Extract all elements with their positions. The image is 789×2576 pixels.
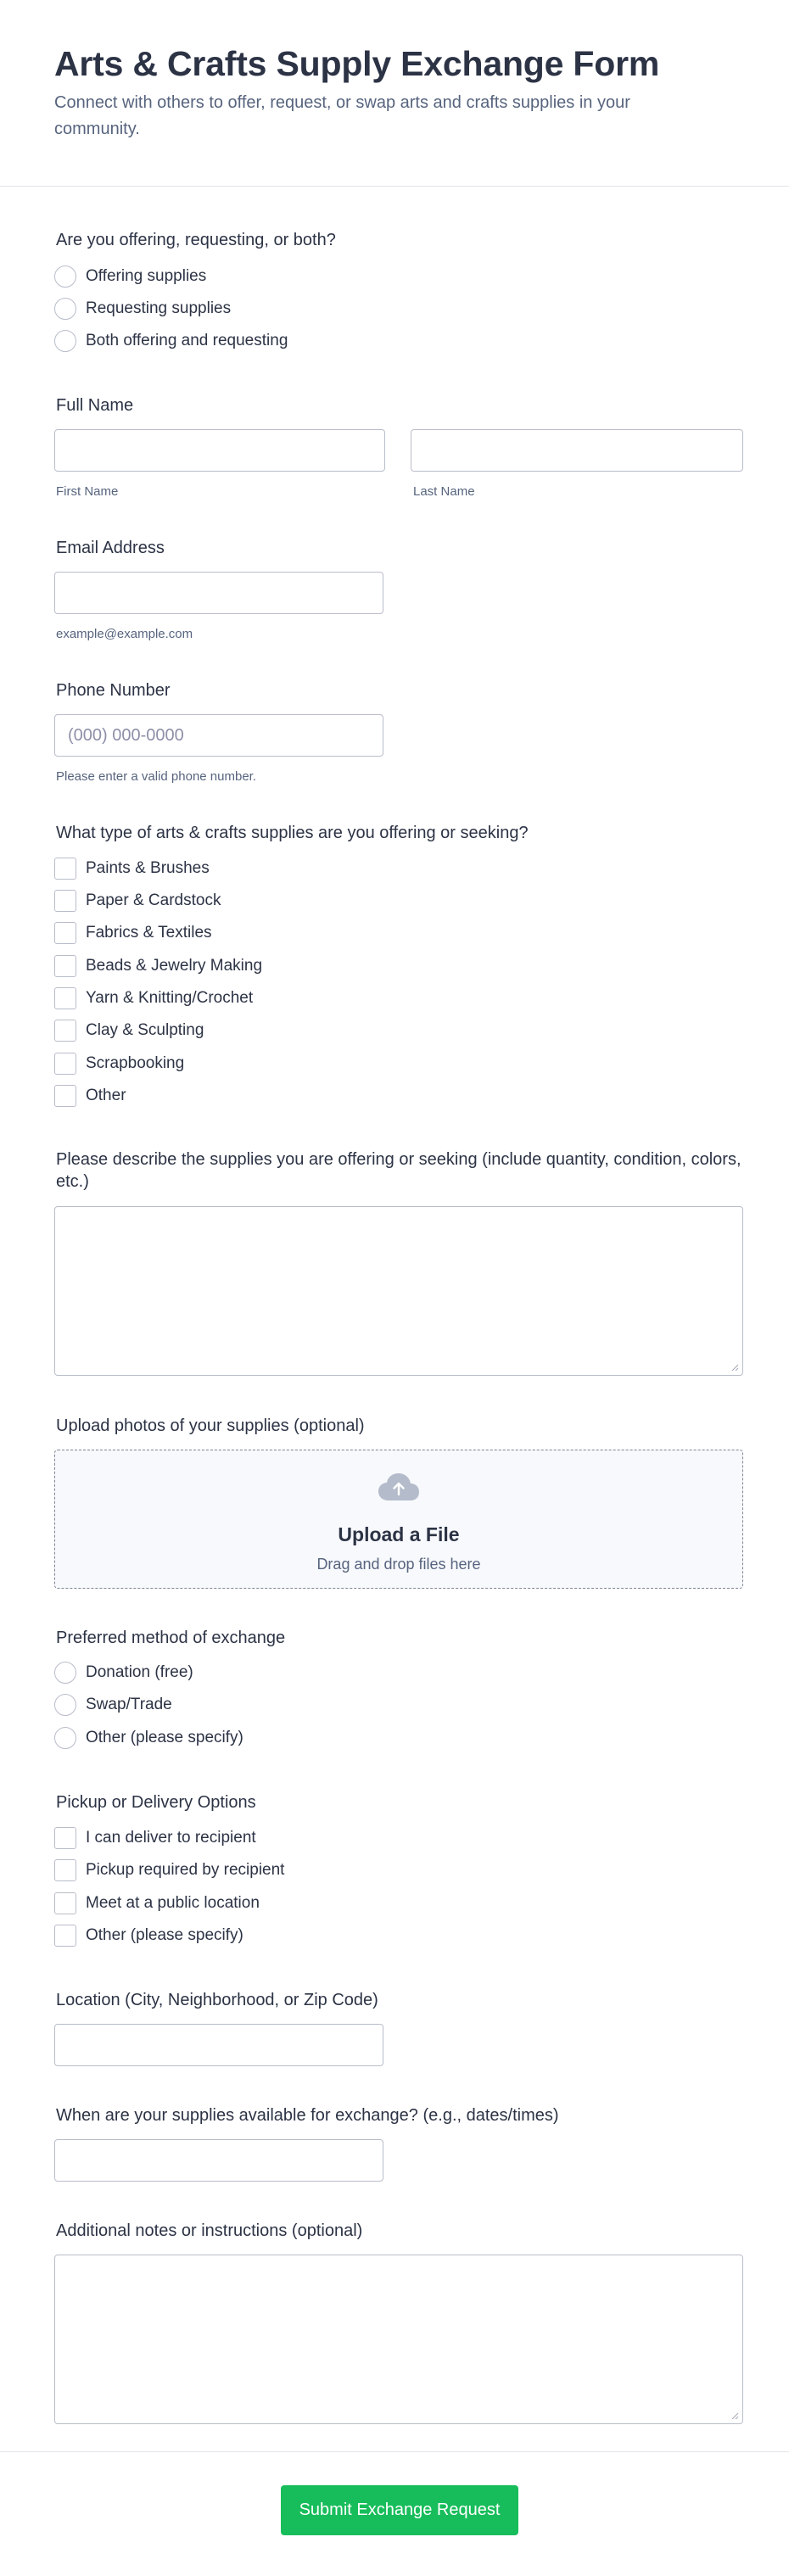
- role-option-both[interactable]: [54, 329, 288, 353]
- last-name-input[interactable]: [411, 429, 743, 472]
- pickup-label: Pickup or Delivery Options: [56, 1793, 256, 1812]
- upload-subtitle: Drag and drop files here: [316, 1556, 481, 1573]
- phone-sublabel: Please enter a valid phone number.: [56, 769, 256, 784]
- notes-textarea[interactable]: [54, 2255, 743, 2424]
- exchange-option-label: Other (please specify): [86, 1729, 243, 1746]
- description-label: Please describe the supplies you are offering or seeking (include quantity, condition, colors, etc.): [56, 1150, 741, 1191]
- supply-option-label: Paper & Cardstock: [86, 891, 221, 909]
- radio-button[interactable]: [54, 1694, 76, 1716]
- role-option-offering[interactable]: [54, 265, 206, 288]
- upload-title: Upload a File: [338, 1523, 460, 1545]
- checkbox[interactable]: [54, 987, 76, 1009]
- checkbox[interactable]: [54, 1020, 76, 1042]
- supply-types-label: What type of arts & crafts supplies are you offering or seeking?: [56, 824, 529, 842]
- pickup-option-label: Other (please specify): [86, 1926, 243, 1944]
- notes-label: Additional notes or instructions (optional): [56, 2221, 363, 2240]
- radio-button[interactable]: [54, 265, 76, 288]
- supply-option-label: Scrapbooking: [86, 1054, 185, 1072]
- role-option-requesting[interactable]: [54, 297, 231, 321]
- form-subtitle: Connect with others to offer, request, or swap arts and crafts supplies in your community.: [54, 93, 630, 138]
- full-name-label: Full Name: [56, 396, 134, 415]
- checkbox[interactable]: [54, 1892, 76, 1914]
- radio-button[interactable]: [54, 330, 76, 352]
- pickup-option-deliver[interactable]: [54, 1826, 256, 1850]
- email-label: Email Address: [56, 539, 165, 557]
- checkbox[interactable]: [54, 955, 76, 977]
- supply-option-label: Clay & Sculpting: [86, 1021, 204, 1039]
- phone-label: Phone Number: [56, 681, 171, 700]
- first-name-sublabel: First Name: [56, 484, 119, 499]
- supply-option-fabrics[interactable]: [54, 921, 212, 945]
- file-upload-dropzone[interactable]: [54, 1450, 743, 1589]
- supply-option-other[interactable]: [54, 1084, 126, 1108]
- resize-grip-icon[interactable]: [731, 2412, 739, 2420]
- supply-option-beads[interactable]: [54, 954, 262, 978]
- exchange-option-swap[interactable]: [54, 1693, 172, 1717]
- phone-input[interactable]: [54, 714, 383, 757]
- checkbox[interactable]: [54, 1925, 76, 1947]
- checkbox[interactable]: [54, 1085, 76, 1107]
- checkbox[interactable]: [54, 890, 76, 912]
- exchange-option-other[interactable]: [54, 1726, 243, 1750]
- supply-option-label: Yarn & Knitting/Crochet: [86, 989, 254, 1007]
- submit-button[interactable]: Submit Exchange Request: [281, 2485, 518, 2535]
- exchange-option-label: Donation (free): [86, 1663, 193, 1681]
- email-sublabel: example@example.com: [56, 627, 193, 641]
- first-name-input[interactable]: [54, 429, 385, 472]
- supply-option-label: Paints & Brushes: [86, 859, 210, 877]
- role-option-label: Requesting supplies: [86, 299, 232, 317]
- checkbox[interactable]: [54, 1859, 76, 1881]
- upload-label: Upload photos of your supplies (optional): [56, 1417, 365, 1435]
- pickup-option-label: I can deliver to recipient: [86, 1829, 256, 1847]
- checkbox[interactable]: [54, 922, 76, 944]
- supply-option-yarn[interactable]: [54, 986, 253, 1010]
- supply-option-label: Fabrics & Textiles: [86, 924, 212, 942]
- cloud-upload-icon: [378, 1472, 420, 1501]
- radio-button[interactable]: [54, 1662, 76, 1684]
- checkbox[interactable]: [54, 1053, 76, 1075]
- supply-option-paper[interactable]: [54, 889, 221, 913]
- pickup-option-meet[interactable]: [54, 1891, 260, 1915]
- availability-input[interactable]: [54, 2139, 383, 2182]
- form-title: Arts & Crafts Supply Exchange Form: [54, 44, 660, 83]
- supply-option-scrapbooking[interactable]: [54, 1052, 184, 1076]
- supply-option-clay[interactable]: [54, 1019, 204, 1042]
- role-option-label: Offering supplies: [86, 267, 207, 285]
- availability-label: When are your supplies available for exchange? (e.g., dates/times): [56, 2106, 559, 2125]
- exchange-method-label: Preferred method of exchange: [56, 1629, 286, 1647]
- last-name-sublabel: Last Name: [413, 484, 475, 499]
- resize-grip-icon[interactable]: [731, 1364, 739, 1372]
- checkbox[interactable]: [54, 1827, 76, 1849]
- checkbox[interactable]: [54, 858, 76, 880]
- exchange-option-donation[interactable]: [54, 1661, 193, 1685]
- supply-option-paints[interactable]: [54, 857, 210, 880]
- email-input[interactable]: [54, 572, 383, 614]
- role-option-label: Both offering and requesting: [86, 332, 288, 349]
- description-textarea[interactable]: [54, 1206, 743, 1376]
- form-footer: [0, 2451, 789, 2576]
- location-label: Location (City, Neighborhood, or Zip Code): [56, 1991, 378, 2009]
- role-label: Are you offering, requesting, or both?: [56, 231, 336, 249]
- supply-option-label: Other: [86, 1087, 126, 1104]
- exchange-option-label: Swap/Trade: [86, 1696, 172, 1713]
- supply-option-label: Beads & Jewelry Making: [86, 957, 263, 975]
- pickup-option-pickup[interactable]: [54, 1858, 284, 1882]
- radio-button[interactable]: [54, 1727, 76, 1749]
- form-header: [0, 0, 789, 187]
- pickup-option-other[interactable]: [54, 1924, 243, 1947]
- location-input[interactable]: [54, 2024, 383, 2066]
- pickup-option-label: Meet at a public location: [86, 1894, 260, 1912]
- radio-button[interactable]: [54, 298, 76, 320]
- pickup-option-label: Pickup required by recipient: [86, 1861, 285, 1879]
